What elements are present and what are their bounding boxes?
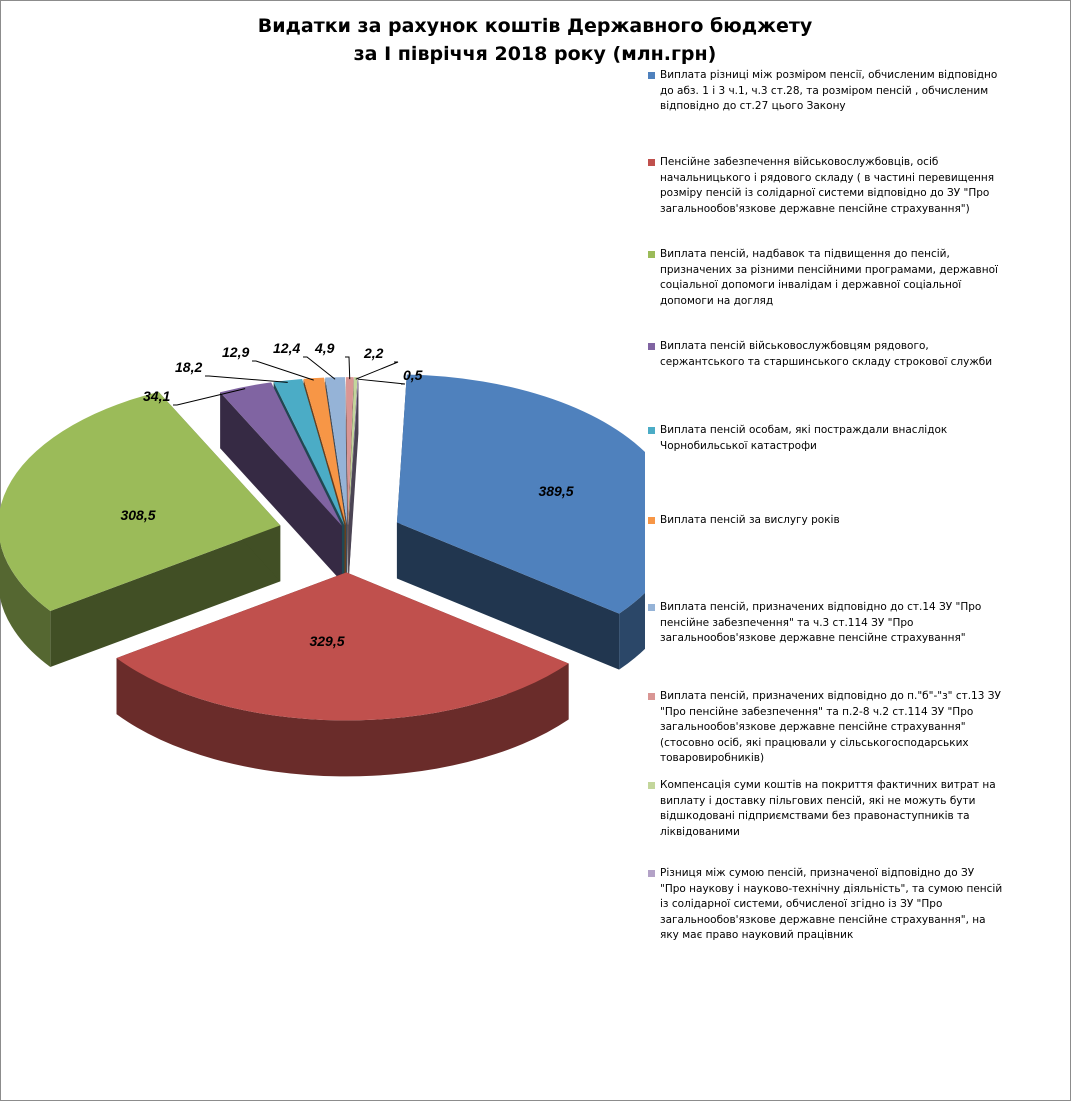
chart-title-line-1: Видатки за рахунок коштів Державного бюджету (257, 15, 813, 37)
legend-label-8: Виплата пенсій, призначених відповідно до п."б"-"з" ст.13 ЗУ "Про пенсійне забезпечення" та п.2-8 ч.2 ст.114 ЗУ "Про загальнообов'язкове державне пенсійне страхування" (стосовно осіб, які працювали у сільськогосподарських товаровиробників) (660, 690, 1001, 764)
legend-marker-6 (648, 517, 655, 524)
legend-marker-1 (648, 72, 655, 79)
leader-line-6 (252, 361, 314, 380)
leader-line-7 (303, 357, 335, 379)
leader-line-10 (358, 379, 405, 384)
legend-item-10 (648, 866, 1003, 944)
legend-label-1: Виплата різниці між розміром пенсії, обчисленим відповідно до абз. 1 і 3 ч.1, ч.3 ст.28, та розміром пенсій , обчисленим відповідно до ст.27 цього Закону (660, 69, 998, 112)
data-label-7: 12,4 (273, 340, 301, 356)
data-label-8: 4,9 (315, 340, 335, 356)
data-label-10: 0,5 (403, 367, 423, 383)
data-label-2: 329,5 (309, 633, 345, 649)
legend-item-1 (648, 68, 1003, 115)
data-label-3: 308,5 (120, 507, 156, 523)
legend-label-2: Пенсійне забезпечення військовослужбовців, осіб начальницького і рядового складу ( в частині перевищення розміру пенсій із солідарної системи відповідно до ЗУ "Про загальнообов'язкове державне пенсійне страхування") (660, 156, 995, 215)
data-label-6: 12,9 (222, 344, 250, 360)
legend-item-6 (648, 513, 1003, 529)
legend-label-10: Різниця між сумою пенсій, призначеної відповідно до ЗУ "Про наукову і науково-технічну діяльність", та сумою пенсій із солідарної системи, обчисленої згідно із ЗУ "Про загальнообов'язкове державне пенсійне страхування", на яку має право науковий працівник (660, 867, 1003, 941)
legend-marker-8 (648, 693, 655, 700)
legend-marker-9 (648, 782, 655, 789)
legend-item-5 (648, 423, 1003, 454)
data-label-5: 18,2 (175, 359, 203, 375)
legend-label-3: Виплата пенсій, надбавок та підвищення до пенсій, призначених за різними пенсійними програмами, державної соціальної допомоги інвалідам і державної соціальної допомоги на догляд (660, 248, 998, 307)
legend-label-6: Виплата пенсій за вислугу років (660, 514, 840, 526)
legend-item-4 (648, 339, 1003, 370)
legend-marker-10 (648, 870, 655, 877)
legend-label-7: Виплата пенсій, призначених відповідно до ст.14 ЗУ "Про пенсійне забезпечення" та ч.3 ст.114 ЗУ "Про загальнообов'язкове державне пенсійне страхування" (660, 601, 982, 644)
leader-line-5 (205, 376, 288, 382)
data-label-1: 389,5 (538, 483, 574, 499)
legend-marker-3 (648, 251, 655, 258)
data-label-4: 34,1 (143, 388, 171, 404)
legend-label-4: Виплата пенсій військовослужбовцям рядового, сержантського та старшинського складу строкової служби (660, 340, 993, 368)
legend-item-9 (648, 778, 1003, 840)
legend-marker-7 (648, 604, 655, 611)
leader-line-8 (345, 357, 350, 379)
legend-marker-5 (648, 427, 655, 434)
chart-title-line-2: за І півріччя 2018 року (млн.грн) (353, 43, 717, 65)
legend-marker-4 (648, 343, 655, 350)
legend-marker-2 (648, 159, 655, 166)
legend-label-9: Компенсація суми коштів на покриття фактичних витрат на виплату і доставку пільгових пенсій, які не можуть бути відшкодовані підприємствами без правонаступників та ліквідованими (660, 779, 996, 838)
legend-item-7 (648, 600, 1003, 647)
legend-label-5: Виплата пенсій особам, які постраждали внаслідок Чорнобильської катастрофи (660, 424, 948, 452)
data-label-9: 2,2 (364, 345, 384, 361)
legend-item-2 (648, 155, 1003, 217)
leader-line-9 (356, 362, 398, 379)
pie-slices (0, 375, 645, 777)
legend-item-8 (648, 689, 1003, 767)
legend-item-3 (648, 247, 1003, 309)
